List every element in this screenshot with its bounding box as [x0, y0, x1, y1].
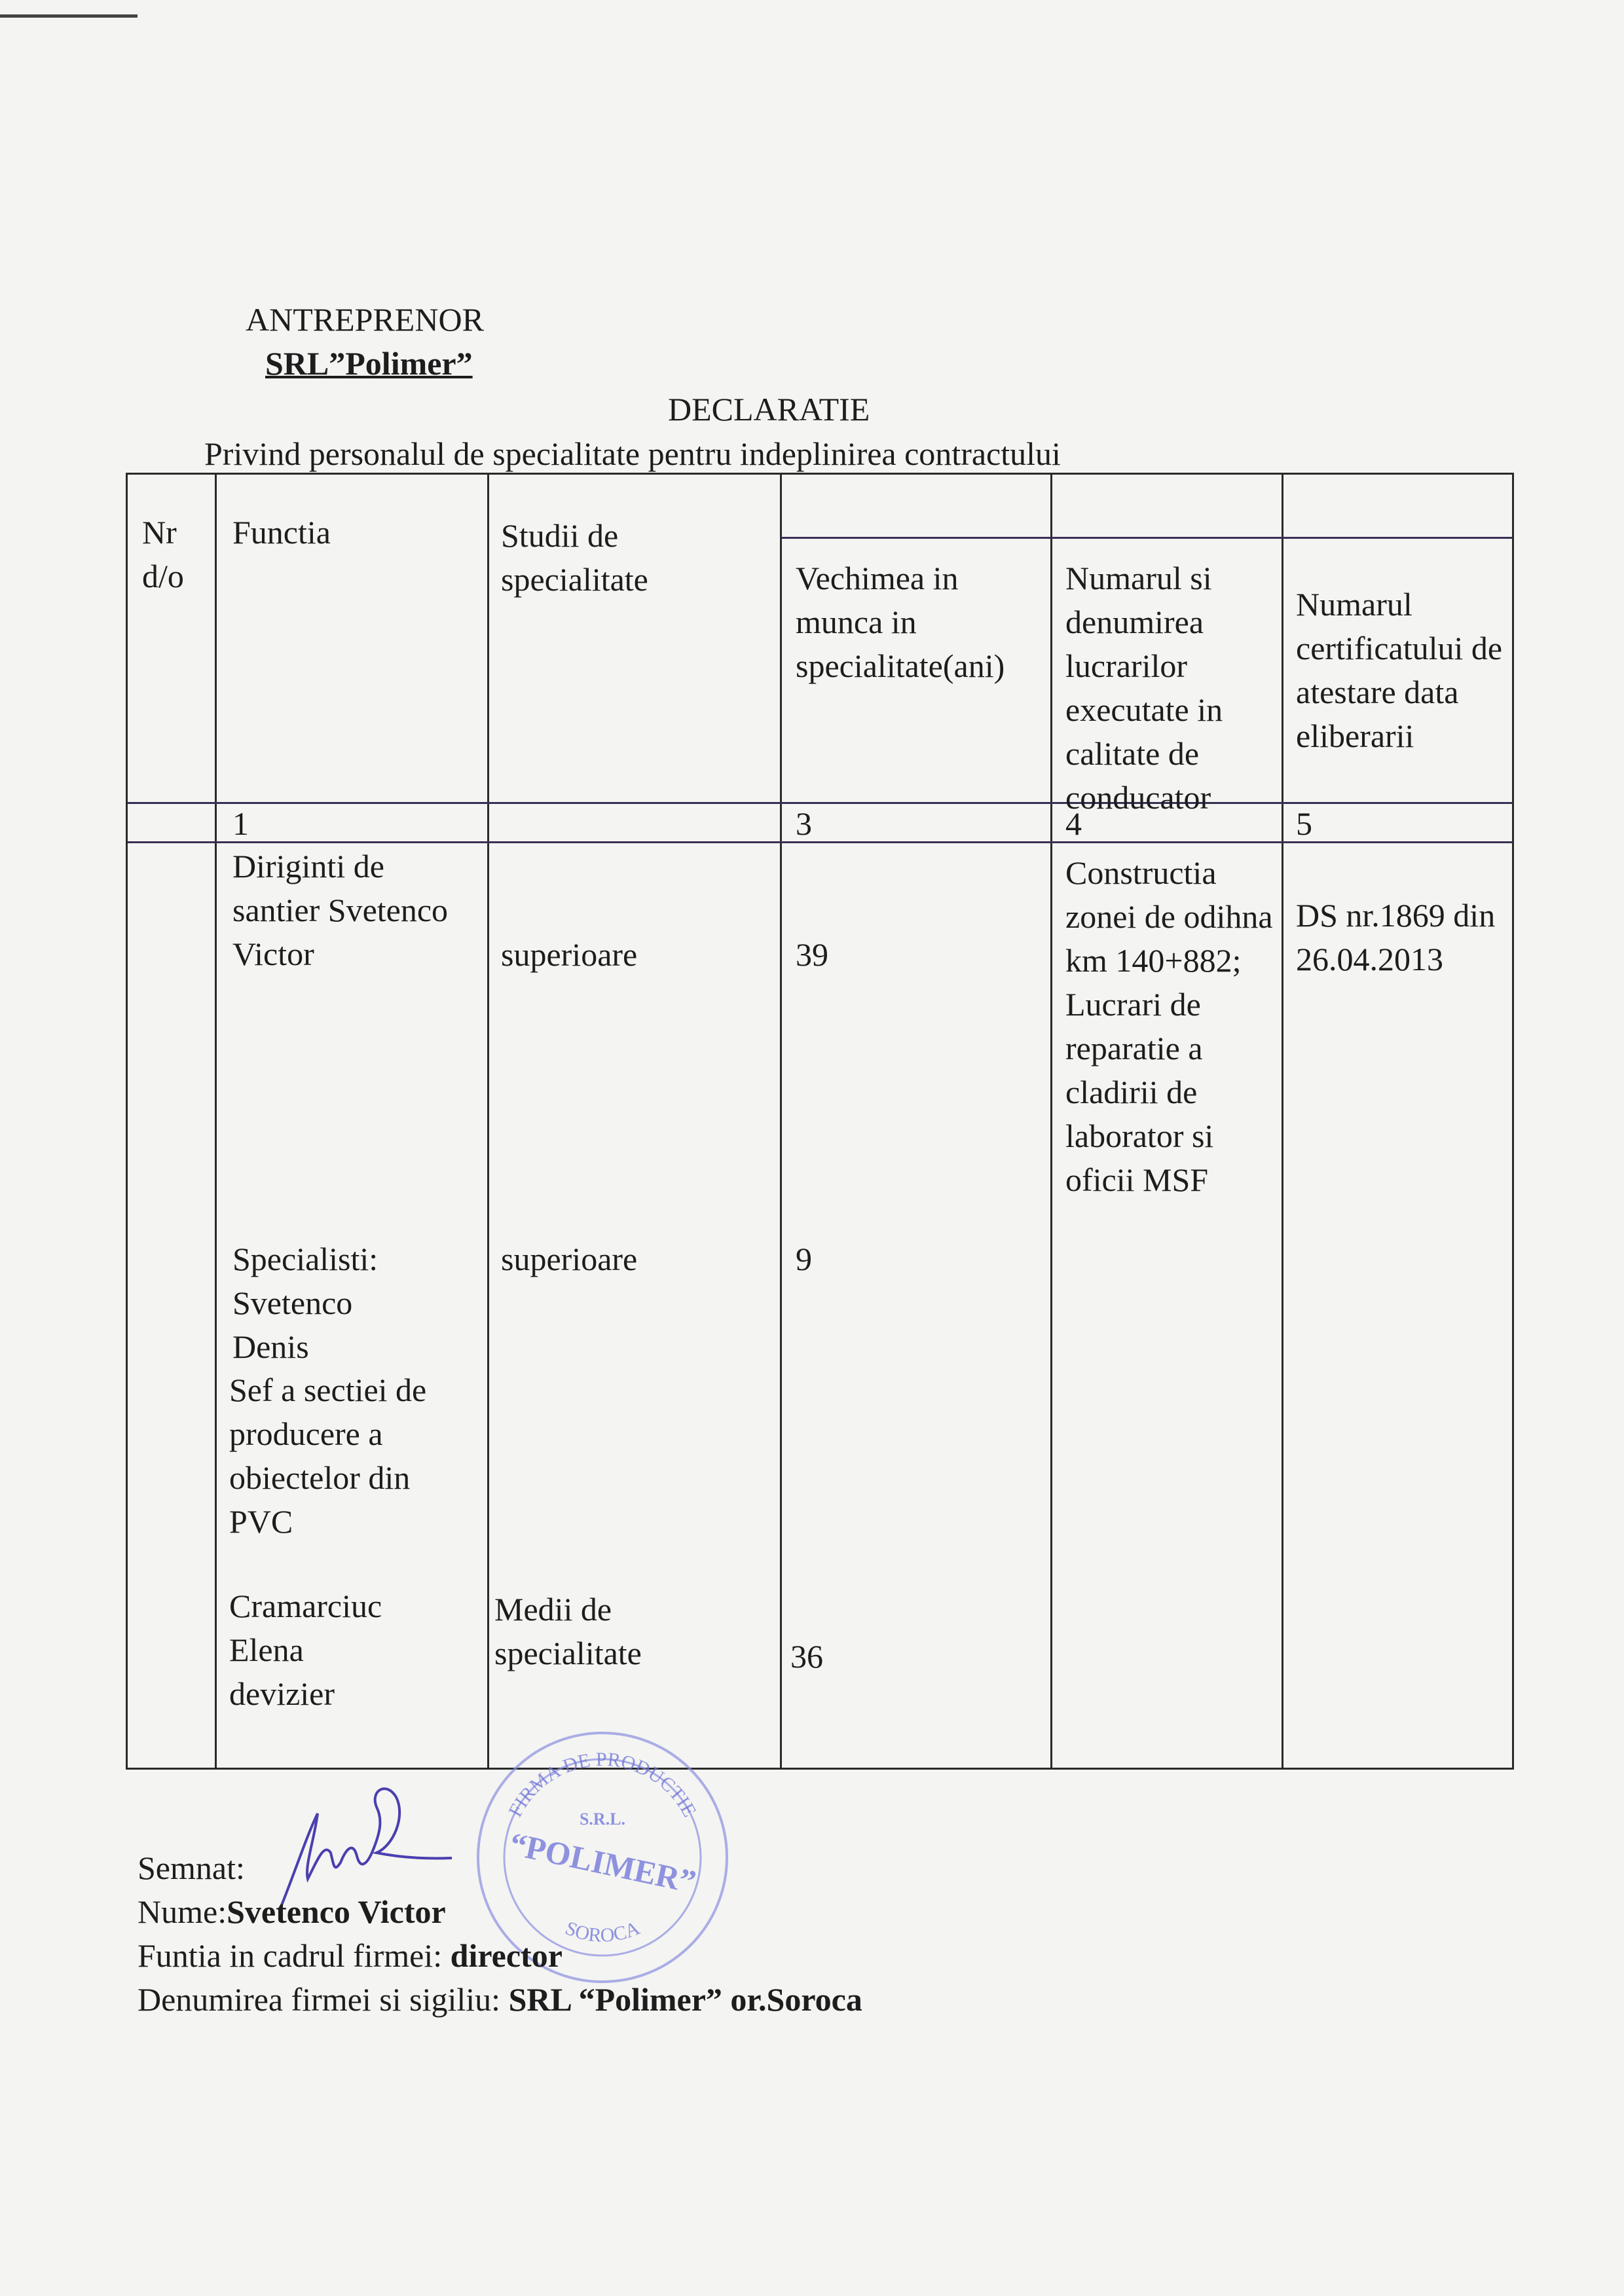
role-label: Funtia in cadrul firmei: [138, 1937, 451, 1974]
row-divider [782, 537, 1512, 539]
column-divider [780, 475, 782, 1768]
column-number: 1 [232, 805, 249, 842]
personnel-table [126, 473, 1514, 1770]
document-title: DECLARATIE [668, 391, 870, 428]
column-divider [487, 475, 489, 1768]
header-certificat: Numarul certificatului de atestare data eliberarii [1296, 586, 1503, 754]
row1-vechime: 39 [796, 936, 828, 973]
document-subtitle: Privind personalul de specialitate pentru indeplinirea contractului [204, 435, 1061, 472]
column-divider [215, 475, 217, 1768]
row2-functia: Specialisti: Svetenco Denis [232, 1241, 378, 1365]
firm-label: Denumirea firmei si sigiliu: [138, 1981, 509, 2018]
column-number: 3 [796, 805, 812, 842]
row2-vechime: 9 [796, 1241, 812, 1277]
header-lucrari: Numarul si denumirea lucrarilor executate in calitate de conducator [1065, 560, 1223, 816]
row4-vechime: 36 [790, 1638, 823, 1675]
svg-text:SOROCA: SOROCA [562, 1917, 643, 1946]
name-value: Svetenco Victor [227, 1893, 446, 1930]
contractor-label: ANTREPRENOR [246, 301, 484, 338]
row1-certificat: DS nr.1869 din 26.04.2013 [1296, 897, 1496, 977]
row1-functia: Diriginti de santier Svetenco Victor [232, 848, 449, 972]
column-number: 4 [1065, 805, 1082, 842]
row4-studii: Medii de specialitate [494, 1591, 642, 1671]
name-label: Nume: [138, 1893, 227, 1930]
signed-label: Semnat: [138, 1850, 245, 1886]
scan-mark [0, 14, 138, 18]
firm-line [138, 1978, 862, 2022]
svg-text:FIRMA DE PRODUCTIE: FIRMA DE PRODUCTIE [504, 1748, 701, 1821]
row3-functia: Sef a sectiei de producere a obiectelor din PVC [229, 1372, 427, 1540]
column-divider [1282, 475, 1283, 1768]
header-vechime: Vechimea in munca in specialitate(ani) [796, 560, 1005, 684]
row4-functia: Cramarciuc Elena devizier [229, 1588, 382, 1712]
role-line [138, 1934, 563, 1978]
role-value: director [450, 1937, 563, 1974]
row2-studii: superioare [501, 1241, 638, 1277]
header-studii: Studii de specialitate [501, 517, 648, 598]
column-number: 5 [1296, 805, 1312, 842]
header-nr: Nr d/o [142, 514, 184, 594]
row1-lucrari: Constructia zonei de odihna km 140+882; Lucrari de reparatie a cladirii de laborator si oficii MSF [1065, 854, 1273, 1198]
firm-value: SRL “Polimer” or.Soroca [508, 1981, 862, 2018]
row1-studii: superioare [501, 936, 638, 973]
header-functia: Functia [232, 514, 331, 551]
svg-text:S.R.L.: S.R.L. [579, 1810, 626, 1829]
svg-text:“POLIMER”: “POLIMER” [506, 1825, 699, 1901]
company-name: SRL”Polimer” [265, 345, 473, 382]
name-line [138, 1890, 446, 1934]
column-divider [1050, 475, 1052, 1768]
